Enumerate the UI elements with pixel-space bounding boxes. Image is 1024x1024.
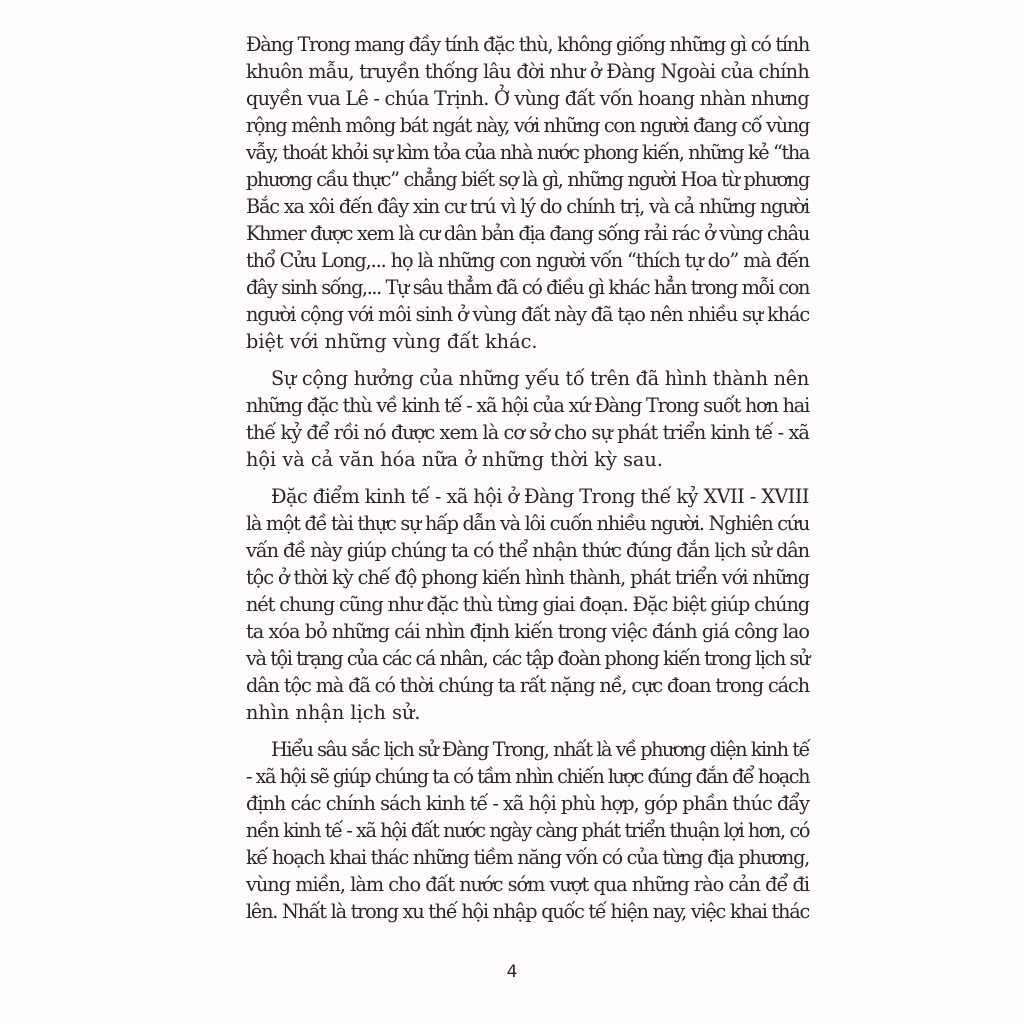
text-line: đây sinh sống,... Tự sâu thẳm đã có điều gì khác hẳn trong mỗi con (246, 276, 809, 299)
text-line: hội và cả văn hóa nữa ở những thời kỳ sau. (246, 448, 663, 471)
body-text (246, 31, 809, 925)
text-line: nét chung cũng như đặc thù từng giai đoạn. Đặc biệt giúp chúng (246, 593, 809, 616)
text-line: Khmer được xem là cư dân bản địa đang sống rải rác ở vùng châu (246, 222, 809, 245)
text-line: lên. Nhất là trong xu thế hội nhập quốc tế hiện nay, việc khai thác (246, 900, 809, 923)
text-line: vấn đề này giúp chúng ta có thể nhận thức đúng đắn lịch sử dân (246, 539, 809, 562)
text-line: phương cầu thực” chẳng biết sợ là gì, những người Hoa từ phương (246, 168, 809, 191)
text-line: vùng miền, làm cho đất nước sớm vượt qua những rào cản để đi (246, 873, 809, 896)
paragraph-2 (246, 365, 809, 473)
paragraph-4 (246, 736, 809, 925)
text-line: dân tộc mà đã có thời chúng ta rất nặng nề, cực đoan trong cách (246, 674, 809, 697)
text-line: những đặc thù về kinh tế - xã hội của xứ Đàng Trong suốt hơn hai (246, 394, 809, 417)
paragraph-1 (246, 31, 809, 355)
text-line: rộng mênh mông bát ngát này, với những con người đang cố vùng (246, 114, 809, 137)
text-line: - xã hội sẽ giúp chúng ta có tầm nhìn chiến lược đúng đắn để hoạch (246, 765, 809, 788)
text-line: và tội trạng của các cá nhân, các tập đoàn phong kiến trong lịch sử (246, 647, 809, 670)
text-line: định các chính sách kinh tế - xã hội phù hợp, góp phần thúc đẩy (246, 792, 809, 815)
text-line: khuôn mẫu, truyền thống lâu đời như ở Đàng Ngoài của chính (246, 60, 809, 83)
text-line: vẫy, thoát khỏi sự kìm tỏa của nhà nước phong kiến, những kẻ “tha (246, 141, 809, 164)
text-line: Đàng Trong mang đầy tính đặc thù, không giống những gì có tính (246, 33, 809, 56)
text-line: là một đề tài thực sự hấp dẫn và lôi cuốn nhiều người. Nghiên cứu (246, 512, 809, 535)
text-line: thổ Cửu Long,... họ là những con người vốn “thích tự do” mà đến (246, 249, 809, 272)
text-line: Bắc xa xôi đến đây xin cư trú vì lý do chính trị, và cả những người (246, 195, 810, 218)
text-line: ta xóa bỏ những cái nhìn định kiến trong việc đánh giá công lao (246, 620, 809, 643)
text-line: thế kỷ để rồi nó được xem là cơ sở cho sự phát triển kinh tế - xã (246, 421, 809, 444)
text-line: quyền vua Lê - chúa Trịnh. Ở vùng đất vốn hoang nhàn nhưng (246, 87, 809, 110)
text-line: Đặc điểm kinh tế - xã hội ở Đàng Trong thế kỷ XVII - XVIII (271, 485, 809, 508)
text-line: nhìn nhận lịch sử. (246, 701, 421, 724)
text-line: tộc ở thời kỳ chế độ phong kiến hình thành, phát triển với những (246, 566, 809, 589)
text-line: nền kinh tế - xã hội đất nước ngày càng phát triển thuận lợi hơn, có (246, 819, 809, 842)
text-line: Hiểu sâu sắc lịch sử Đàng Trong, nhất là về phương diện kinh tế (271, 738, 809, 761)
paragraph-3 (246, 483, 809, 726)
page-number: 4 (506, 962, 518, 982)
text-line: người cộng với môi sinh ở vùng đất này đã tạo nên nhiều sự khác (246, 303, 809, 326)
text-line: biệt với những vùng đất khác. (246, 330, 538, 353)
text-line: kế hoạch khai thác những tiềm năng vốn có của từng địa phương, (246, 846, 809, 869)
text-line: Sự cộng hưởng của những yếu tố trên đã hình thành nên (271, 367, 809, 390)
